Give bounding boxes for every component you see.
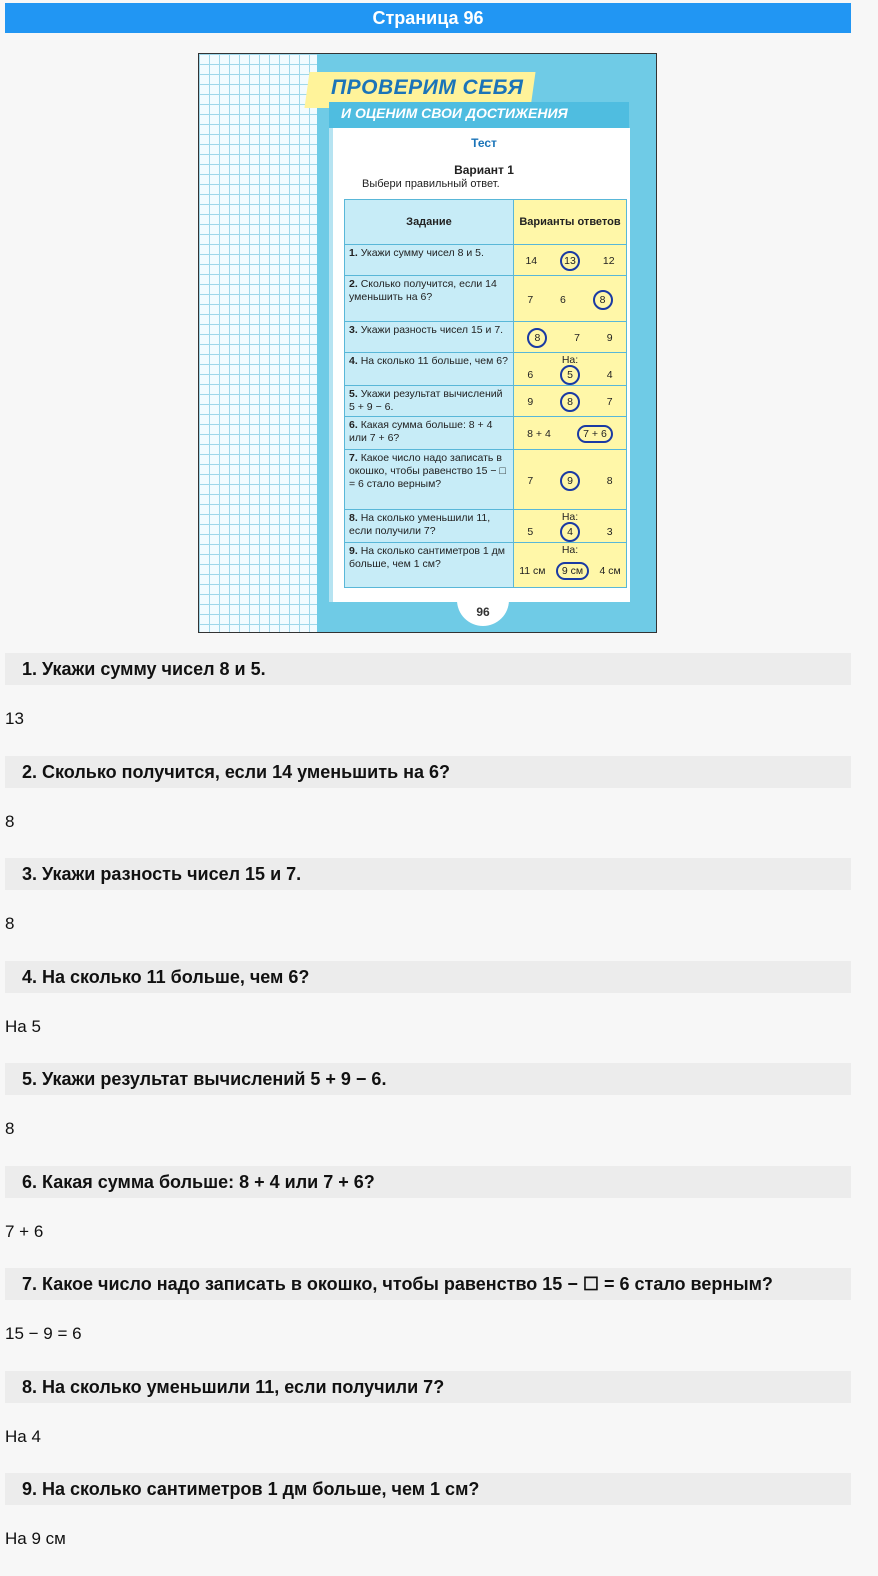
task-number: 5.	[349, 388, 358, 400]
question-heading: 5. Укажи результат вычислений 5 + 9 − 6.	[5, 1063, 851, 1095]
answer-option-circled: 4	[560, 522, 580, 542]
table-row	[345, 322, 627, 353]
task-question	[345, 417, 514, 450]
task-number: 4.	[349, 355, 358, 367]
task-text: Какая сумма больше: 8 + 4 или 7 + 6?	[349, 419, 493, 444]
question-heading: 3. Укажи разность чисел 15 и 7.	[5, 858, 851, 890]
answer-prefix: На:	[561, 544, 579, 556]
answer-option-circled: 9	[560, 471, 580, 491]
answer-option-circled: 8	[560, 392, 580, 412]
task-number: 1.	[349, 247, 358, 259]
answer-text: На 4	[5, 1426, 41, 1446]
answer-text: 13	[5, 709, 24, 728]
instruction-text: Выбери правильный ответ.	[362, 178, 500, 190]
table-row	[345, 353, 627, 386]
answer-text: 7 + 6	[5, 1221, 44, 1241]
answer-option: 9	[527, 396, 534, 408]
answer-option: 7	[574, 332, 580, 344]
test-table	[344, 199, 627, 588]
task-question	[345, 510, 514, 543]
table-row	[345, 386, 627, 417]
task-text: Сколько получится, если 14 уменьшить на 6?	[349, 278, 497, 303]
answer-option: 5	[527, 526, 534, 538]
task-question	[345, 322, 514, 353]
task-question	[345, 353, 514, 386]
answer-text: 8	[5, 914, 15, 933]
answer-text: На 5	[5, 1016, 41, 1036]
task-text: На сколько уменьшили 11, если получили 7?	[349, 512, 491, 537]
page-number: 96	[476, 605, 490, 619]
answer-text: На 9 см	[5, 1529, 66, 1548]
question-heading: 2. Сколько получится, если 14 уменьшить на 6?	[5, 756, 851, 788]
task-number: 7.	[349, 452, 358, 464]
answer-options	[514, 288, 626, 310]
table-row	[345, 276, 627, 322]
task-answers	[514, 322, 627, 353]
question-heading: 6. Какая сумма больше: 8 + 4 или 7 + 6?	[5, 1166, 851, 1198]
answer-option: 7	[527, 293, 534, 306]
banner-title: ПРОВЕРИМ СЕБЯ	[331, 76, 524, 99]
answer-option: 4 см	[599, 565, 621, 577]
answer-option: 6	[559, 293, 566, 306]
task-rows	[345, 245, 627, 588]
task-question	[345, 276, 514, 322]
banner-subtitle: И ОЦЕНИМ СВОИ ДОСТИЖЕНИЯ	[341, 105, 568, 121]
table-row	[345, 450, 627, 510]
answer-option-circled: 5	[560, 365, 580, 385]
answer-option-circled: 8	[593, 290, 613, 310]
question-heading: 4. На сколько 11 больше, чем 6?	[5, 961, 851, 993]
test-label: Тест	[471, 136, 497, 150]
task-question	[345, 386, 514, 417]
task-number: 9.	[349, 545, 358, 557]
task-answers	[514, 543, 627, 588]
answer-option-circled: 7 + 6	[577, 425, 613, 443]
task-answers	[514, 386, 627, 417]
task-question	[345, 543, 514, 588]
answer-options	[514, 390, 626, 412]
answer-option: 7	[527, 474, 534, 487]
task-text: Укажи сумму чисел 8 и 5.	[360, 247, 484, 259]
task-answers	[514, 276, 627, 322]
task-answers	[514, 417, 627, 450]
question-heading: 8. На сколько уменьшили 11, если получили 7?	[5, 1371, 851, 1403]
task-answers	[514, 510, 627, 543]
answer-text: 8	[5, 1119, 15, 1138]
answer-option-circled: 8	[527, 328, 547, 348]
textbook-page-image	[198, 53, 657, 633]
task-number: 2.	[349, 278, 358, 290]
answer-options	[514, 423, 626, 443]
answer-options	[514, 469, 626, 491]
table-row	[345, 543, 627, 588]
answer-text: 8	[5, 811, 15, 831]
col-header-task: Задание	[345, 200, 514, 245]
answer-option: 9	[606, 332, 613, 344]
task-number: 3.	[349, 324, 358, 336]
task-question	[345, 450, 514, 510]
task-number: 6.	[349, 419, 358, 431]
task-text: На сколько сантиметров 1 дм больше, чем 1 см?	[349, 545, 506, 570]
answer-option: 6	[527, 369, 534, 381]
answer-prefix: На:	[561, 511, 579, 523]
answer-option: 8	[606, 474, 613, 487]
question-heading: 9. На сколько сантиметров 1 дм больше, чем 1 см?	[5, 1473, 851, 1505]
task-text: Укажи результат вычислений 5 + 9 − 6.	[349, 388, 503, 413]
task-text: Укажи разность чисел 15 и 7.	[360, 324, 504, 336]
answer-option-circled: 13	[560, 251, 580, 271]
task-question	[345, 245, 514, 276]
answer-options	[514, 326, 626, 348]
task-text: На сколько 11 больше, чем 6?	[360, 355, 508, 367]
task-answers	[514, 353, 627, 386]
graph-paper-background	[199, 54, 329, 632]
task-answers	[514, 450, 627, 510]
table-row	[345, 510, 627, 543]
col-header-answers: Варианты ответов	[514, 200, 627, 245]
answer-option: 7	[606, 396, 613, 408]
question-heading: 1. Укажи сумму чисел 8 и 5.	[5, 653, 851, 685]
page-title: Страница 96	[5, 3, 851, 33]
variant-label: Вариант 1	[454, 163, 514, 177]
table-row	[345, 417, 627, 450]
answer-prefix: На:	[561, 354, 579, 366]
answer-option: 14	[525, 255, 538, 267]
answer-option-circled: 9 см	[556, 562, 589, 580]
answer-option: 8 + 4	[527, 428, 551, 440]
answer-option: 4	[606, 369, 613, 381]
task-number: 8.	[349, 512, 358, 524]
task-answers	[514, 245, 627, 276]
answer-option: 11 см	[519, 565, 546, 577]
answer-option: 3	[606, 526, 613, 538]
answer-options	[514, 249, 626, 271]
table-row	[345, 245, 627, 276]
task-text: Какое число надо записать в окошко, чтобы равенство 15 − □ = 6 стало верным?	[349, 452, 506, 490]
question-heading: 7. Какое число надо записать в окошко, чтобы равенство 15 − ☐ = 6 стало верным?	[5, 1268, 851, 1300]
answer-text: 15 − 9 = 6	[5, 1324, 82, 1343]
answer-option: 12	[602, 255, 615, 267]
